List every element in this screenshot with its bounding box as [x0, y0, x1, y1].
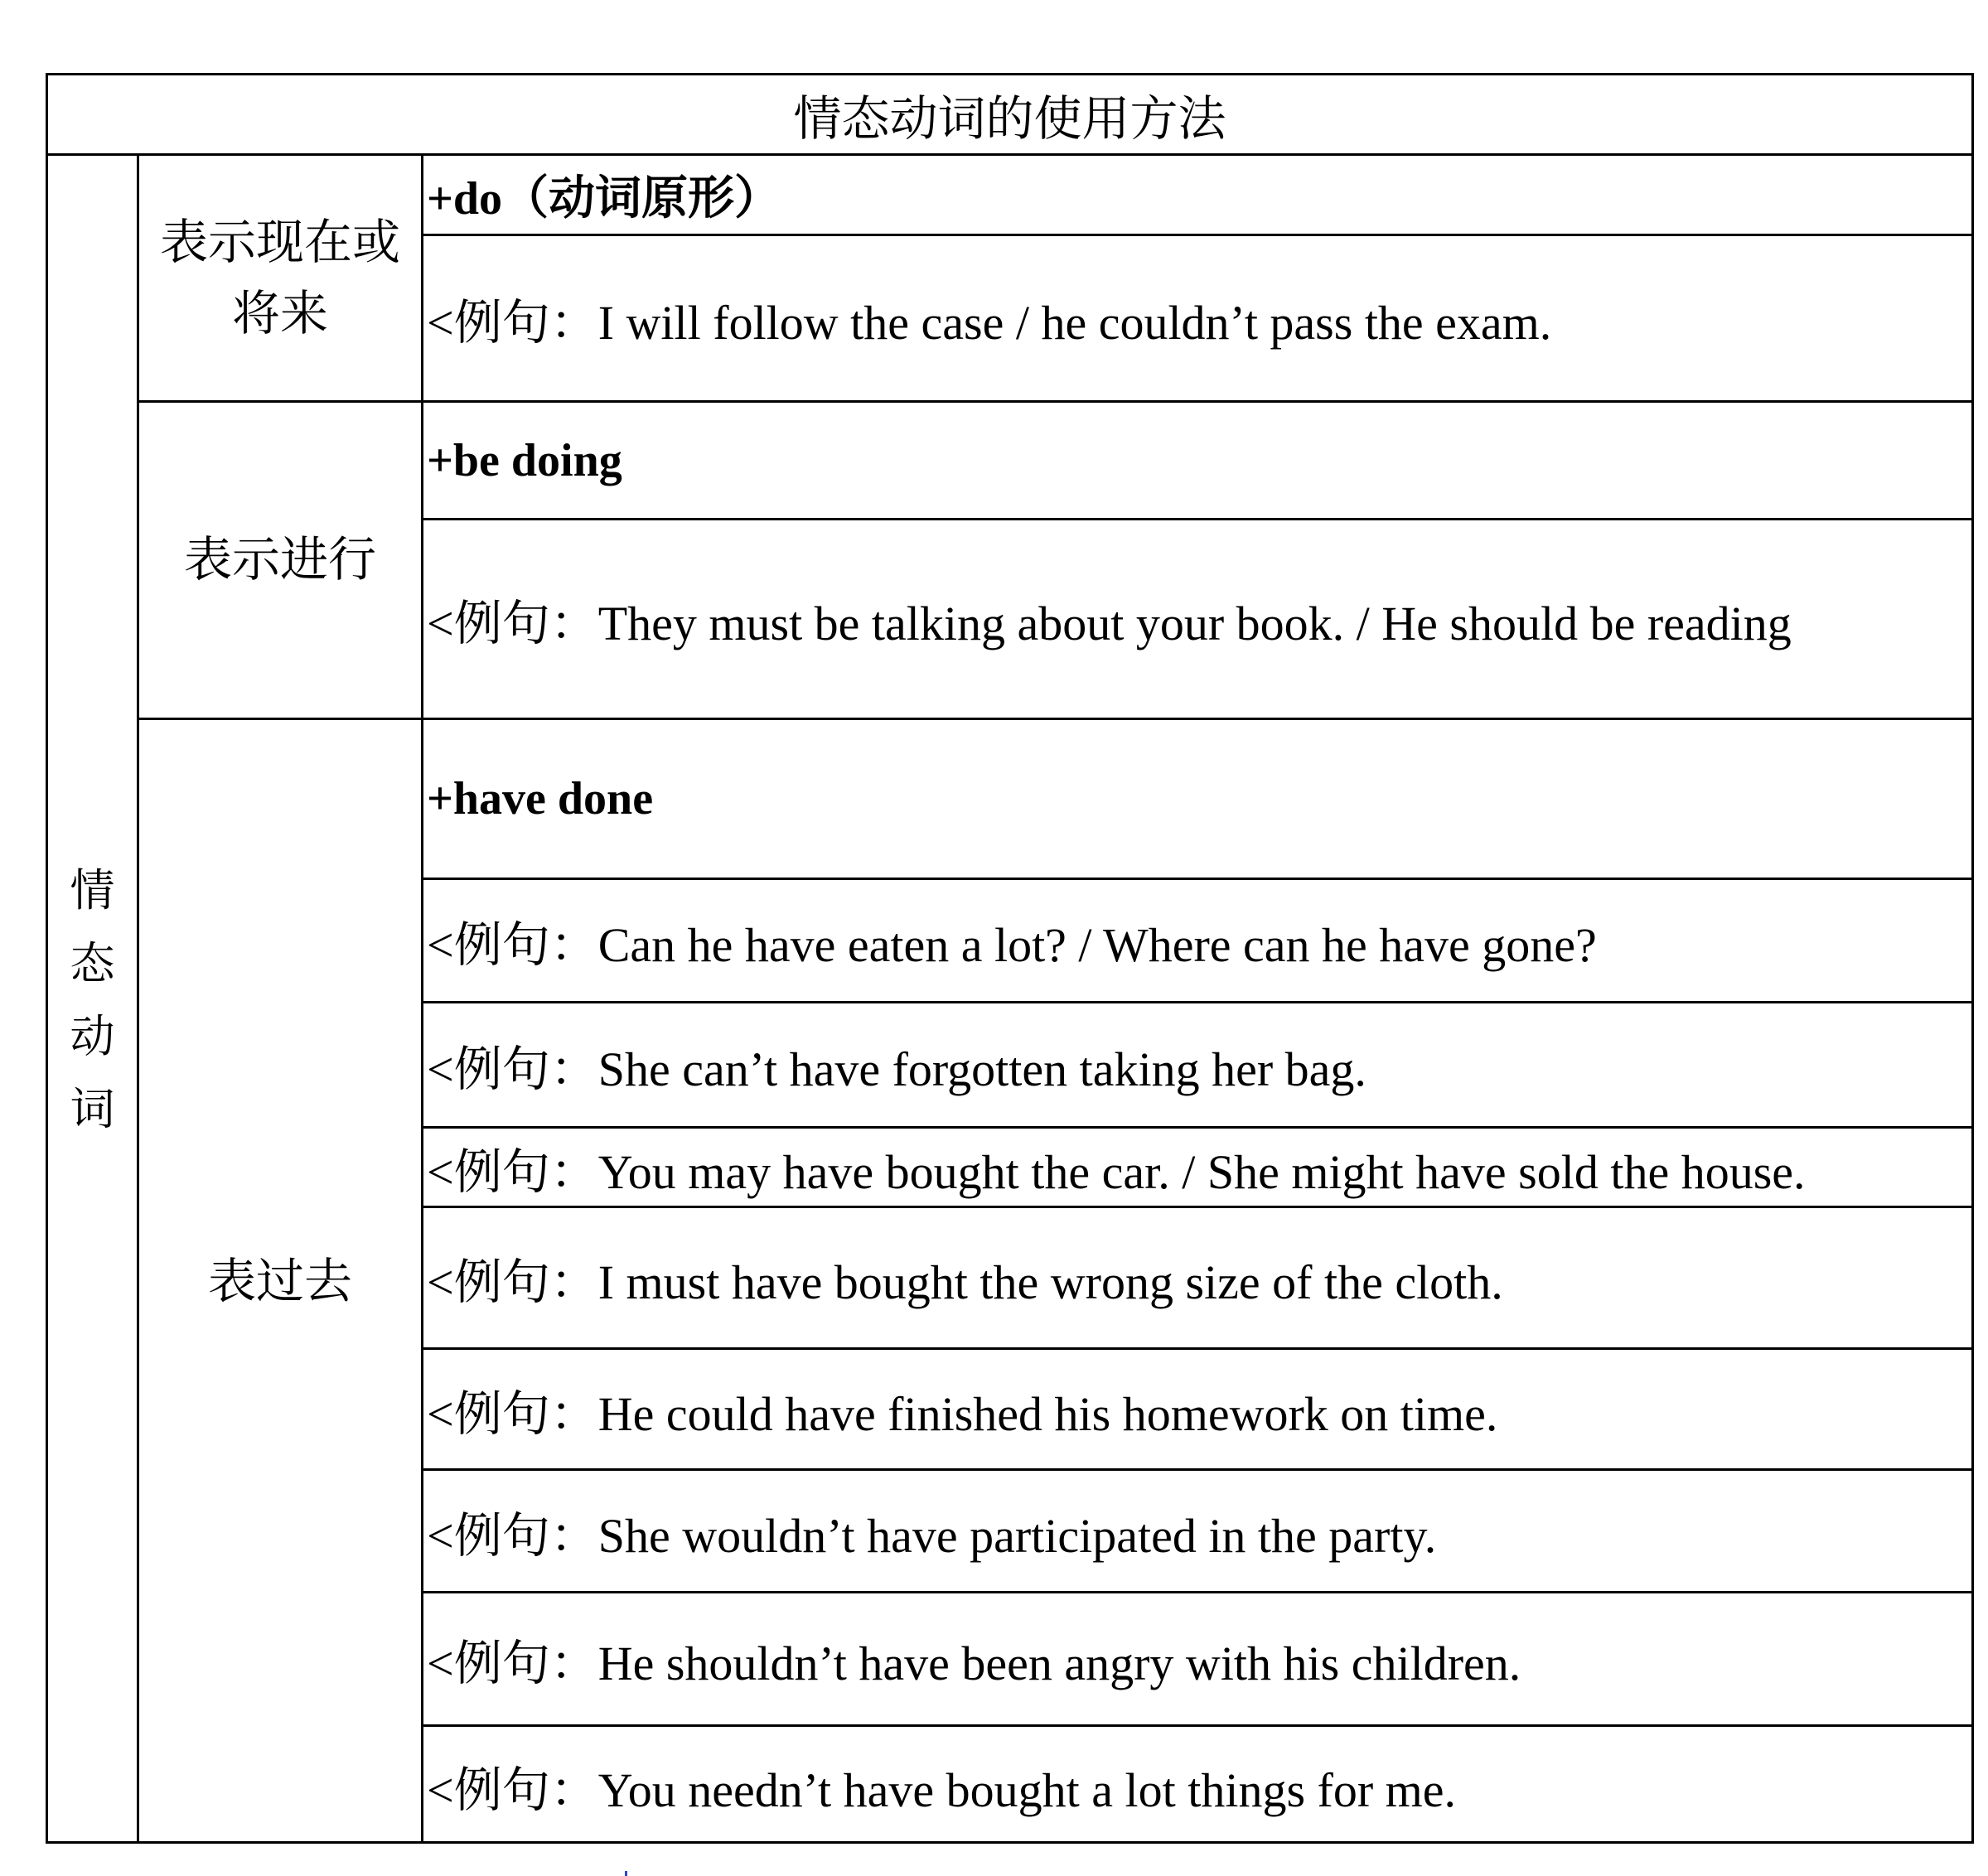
category-progressive: [139, 403, 421, 718]
table-title-text: 情态动词的使用方法: [793, 92, 1226, 146]
pattern-text: +have done: [427, 773, 654, 824]
example-row: [423, 1003, 1971, 1126]
pattern-text: +be doing: [427, 434, 622, 486]
example-text: <例句：She wouldn’t have participated in the party.: [427, 1508, 1437, 1563]
example-row: [423, 236, 1971, 400]
table-title: [48, 75, 1971, 153]
example-text: <例句：I will follow the case / he couldn’t pass the exam.: [427, 296, 1552, 350]
category-present-future: [139, 156, 421, 400]
text-cursor-mark: [625, 1871, 627, 1876]
side-label-char: 情: [70, 865, 115, 916]
example-text: <例句：You needn’t have bought a lot things for me.: [427, 1762, 1457, 1817]
side-label: [48, 156, 137, 1844]
example-row: [423, 1350, 1971, 1468]
example-text: <例句：You may have bought the car. / She might have sold the house.: [427, 1144, 1806, 1199]
example-text: <例句：He shouldn’t have been angry with his children.: [427, 1637, 1521, 1690]
category-label-line: 表过去: [207, 1255, 352, 1308]
category-label-line: 表示现在或: [159, 215, 400, 269]
example-row: [423, 1129, 1971, 1206]
category-label-line: 表示进行: [183, 533, 376, 587]
example-row: [423, 520, 1971, 718]
pattern-be-doing: [423, 403, 1971, 518]
category-past: [139, 720, 421, 1844]
example-text: <例句：He could have finished his homework on time.: [427, 1386, 1498, 1441]
side-label-char: 动: [70, 1011, 115, 1061]
example-text: <例句：They must be talking about your book. / He should be reading: [427, 597, 1792, 650]
example-row: [423, 1727, 1971, 1844]
pattern-do: [423, 156, 1971, 234]
example-row: [423, 1471, 1971, 1591]
example-row: [423, 1593, 1971, 1724]
side-label-char: 态: [70, 938, 115, 989]
category-label-line: 将来: [231, 286, 328, 341]
example-row: [423, 880, 1971, 1001]
example-text: <例句：I must have bought the wrong size of the cloth.: [427, 1255, 1503, 1309]
pattern-text: +do（动词原形）: [427, 173, 781, 225]
example-text: <例句：Can he have eaten a lot? / Where can he have gone?: [427, 918, 1597, 972]
example-text: <例句：She can’t have forgotten taking her bag.: [427, 1042, 1366, 1096]
pattern-have-done: [423, 720, 1971, 878]
side-label-char: 词: [70, 1084, 115, 1134]
example-row: [423, 1208, 1971, 1347]
